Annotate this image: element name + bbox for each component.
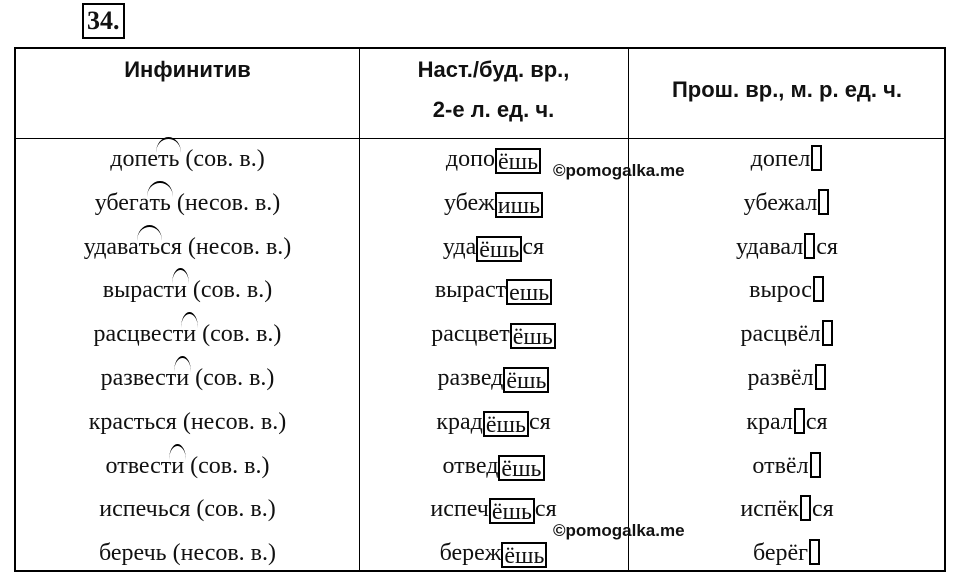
past-stem: убежал <box>743 189 818 216</box>
present-stem: развед <box>437 365 504 391</box>
infinitive-postfix: ся <box>160 233 182 260</box>
present-cell <box>359 275 628 305</box>
past-cell <box>628 275 946 305</box>
present-ending-box: ишь <box>495 192 543 218</box>
zero-ending-box <box>815 364 826 390</box>
infinitive-stem: беречь <box>98 540 167 567</box>
zero-ending-box <box>811 145 822 171</box>
zero-ending-box <box>794 408 805 434</box>
past-cell <box>628 451 946 481</box>
present-ending-box: ёшь <box>476 236 522 262</box>
conjugation-table <box>14 47 946 572</box>
present-ending-box: ешь <box>506 279 552 305</box>
past-stem: берёг <box>752 540 809 567</box>
past-stem: развёл <box>747 365 814 391</box>
infinitive-cell <box>16 144 359 174</box>
infinitive-cell <box>16 407 359 437</box>
infinitive-stem: допе <box>110 146 158 172</box>
past-cell <box>628 319 946 349</box>
present-cell <box>359 494 628 524</box>
infinitive-suffix-arc: ть <box>149 189 171 216</box>
present-stem: уда <box>442 233 477 260</box>
infinitive-stem: убега <box>94 189 150 216</box>
infinitive-stem: расцвест <box>93 321 184 348</box>
aspect-note: (сов. в.) <box>184 452 270 479</box>
past-stem: испёк <box>740 496 799 523</box>
zero-ending-box <box>818 189 829 215</box>
zero-ending-box <box>800 495 811 521</box>
infinitive-stem: красться <box>88 408 177 435</box>
past-postfix: ся <box>805 408 828 435</box>
header-present-line1: Наст./буд. вр., <box>417 57 570 82</box>
zero-ending-box <box>809 539 820 565</box>
zero-ending-box <box>810 452 821 478</box>
infinitive-cell <box>16 319 359 349</box>
past-cell <box>628 538 946 568</box>
present-stem: испеч <box>430 496 489 523</box>
infinitive-cell <box>16 232 359 262</box>
present-stem: береж <box>439 540 502 567</box>
present-stem: допо <box>445 146 495 172</box>
header-present-line2: 2-е л. ед. ч. <box>432 97 555 122</box>
infinitive-stem: выраст <box>102 277 175 304</box>
present-cell <box>359 319 628 349</box>
infinitive-stem: удава <box>83 233 139 260</box>
infinitive-stem: развест <box>100 365 177 391</box>
infinitive-suffix-arc: ть <box>157 146 180 172</box>
present-stem: отвед <box>442 452 499 479</box>
infinitive-cell <box>16 275 359 305</box>
present-cell <box>359 538 628 568</box>
infinitive-suffix-arc: и <box>176 365 190 391</box>
present-ending-box: ёшь <box>483 411 529 437</box>
present-postfix: ся <box>522 233 545 260</box>
present-stem: расцвет <box>431 321 510 348</box>
past-cell <box>628 188 946 218</box>
column-divider <box>359 49 360 570</box>
present-ending-box: ёшь <box>501 542 547 568</box>
column-divider <box>628 49 629 570</box>
infinitive-cell <box>16 451 359 481</box>
aspect-note: (несов. в.) <box>166 540 277 567</box>
zero-ending-box <box>813 276 824 302</box>
past-postfix: ся <box>811 496 834 523</box>
infinitive-cell <box>16 538 359 568</box>
present-ending-box: ёшь <box>498 455 544 481</box>
aspect-note: (несов. в.) <box>170 189 281 216</box>
header-infinitive: Инфинитив <box>124 57 251 82</box>
watermark: ©pomogalka.me <box>553 521 685 540</box>
present-postfix: ся <box>528 408 551 435</box>
zero-ending-box <box>804 233 815 259</box>
present-ending-box: ёшь <box>510 323 556 349</box>
aspect-note: (сов. в.) <box>196 321 282 348</box>
infinitive-stem: испечься <box>99 496 191 523</box>
aspect-note: (сов. в.) <box>190 496 276 523</box>
infinitive-cell <box>16 494 359 524</box>
present-cell <box>359 407 628 437</box>
past-stem: допел <box>750 146 811 172</box>
watermark: ©pomogalka.me <box>553 161 685 180</box>
header-divider <box>16 138 944 139</box>
infinitive-suffix-arc: и <box>171 452 185 479</box>
infinitive-suffix-arc: и <box>174 277 187 304</box>
past-stem: удавал <box>736 233 804 260</box>
present-cell <box>359 188 628 218</box>
past-cell <box>628 407 946 437</box>
aspect-note: (несов. в.) <box>181 233 292 260</box>
past-stem: расцвёл <box>740 321 821 348</box>
aspect-note: (несов. в.) <box>176 408 287 435</box>
zero-ending-box <box>822 320 833 346</box>
infinitive-suffix-arc: ть <box>138 233 161 260</box>
present-ending-box: ёшь <box>503 367 549 393</box>
aspect-note: (сов. в.) <box>189 365 275 391</box>
infinitive-suffix-arc: и <box>183 321 197 348</box>
present-ending-box: ёшь <box>489 498 535 524</box>
present-stem: убеж <box>443 189 495 216</box>
past-cell <box>628 232 946 262</box>
present-stem: крад <box>436 408 483 435</box>
present-ending-box: ёшь <box>495 148 541 174</box>
infinitive-stem: отвест <box>105 452 172 479</box>
exercise-number: 34. <box>82 3 125 39</box>
header-past: Прош. вр., м. р. ед. ч. <box>671 77 903 102</box>
past-stem: вырос <box>749 277 812 304</box>
present-cell <box>359 363 628 393</box>
infinitive-cell <box>16 188 359 218</box>
aspect-note: (сов. в.) <box>186 277 273 304</box>
past-stem: крал <box>746 408 793 435</box>
present-postfix: ся <box>534 496 557 523</box>
present-cell <box>359 451 628 481</box>
past-stem: отвёл <box>752 452 809 479</box>
present-cell <box>359 232 628 262</box>
past-postfix: ся <box>816 233 838 260</box>
past-cell <box>628 494 946 524</box>
present-stem: выраст <box>434 277 507 304</box>
past-cell <box>628 363 946 393</box>
infinitive-cell <box>16 363 359 393</box>
aspect-note: (сов. в.) <box>179 146 265 172</box>
